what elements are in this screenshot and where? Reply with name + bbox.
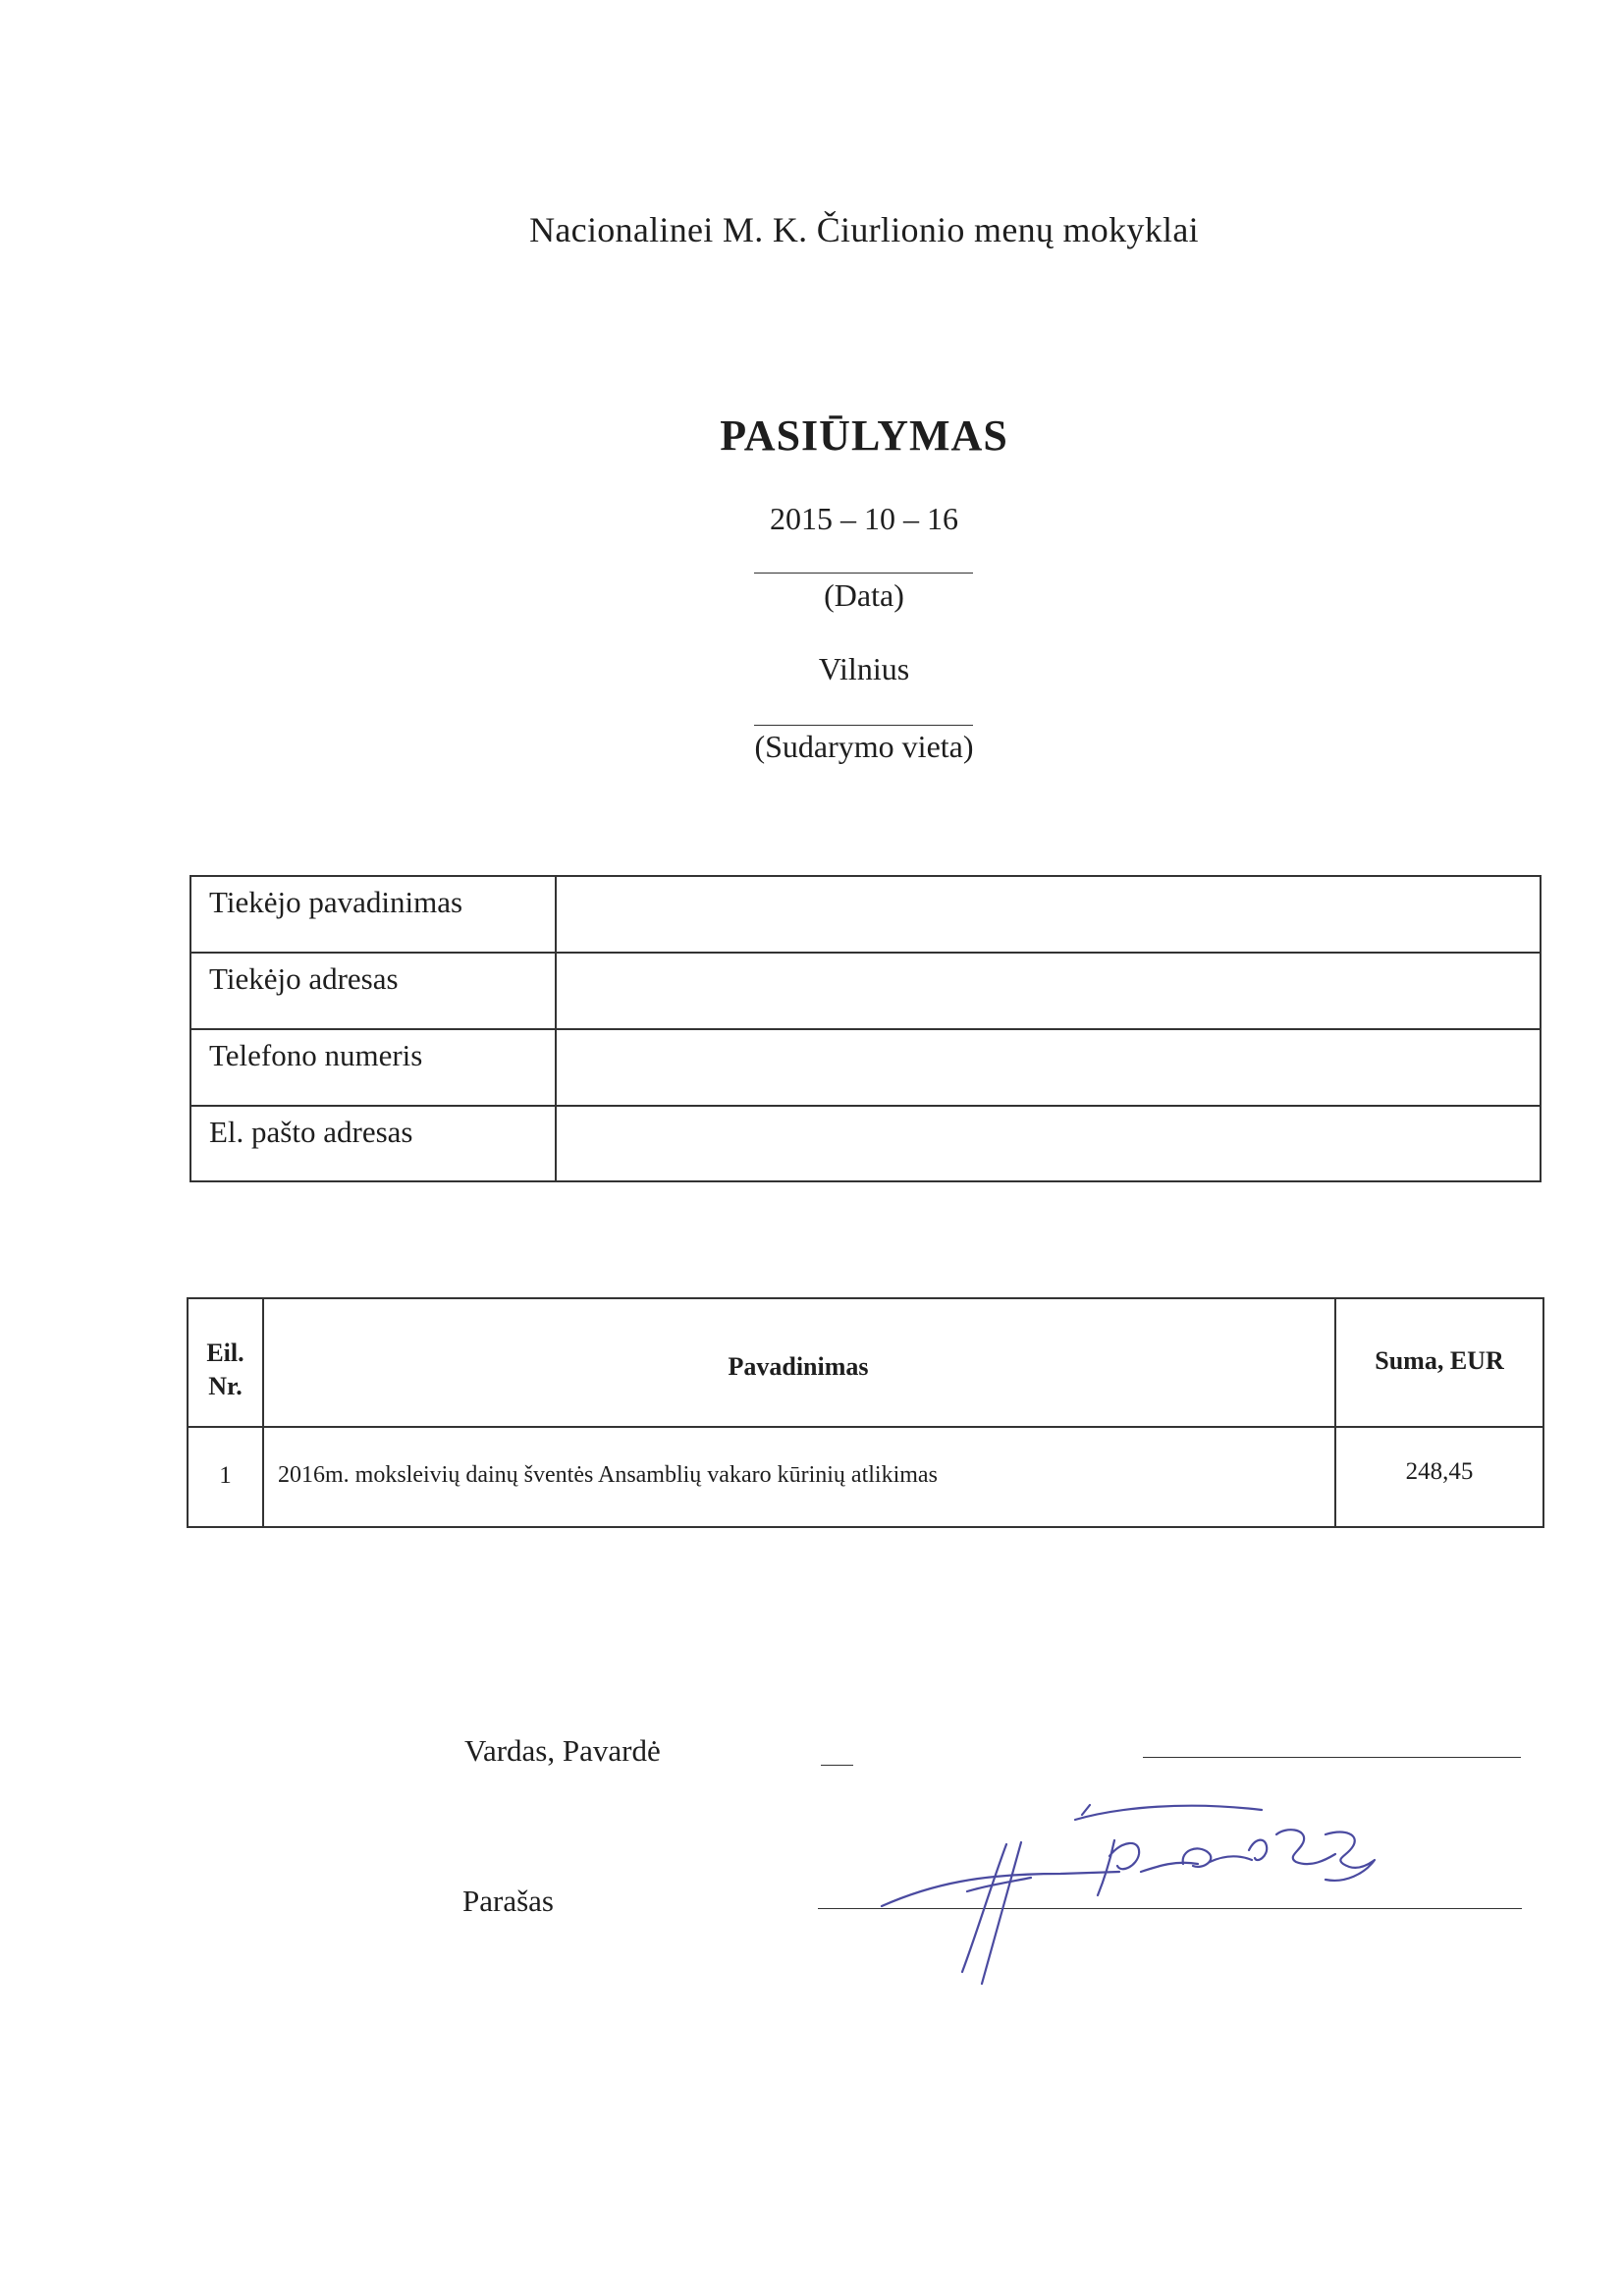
item-row-name: 2016m. moksleivių dainų šventės Ansamblių vakaro kūrinių atlikimas (278, 1462, 938, 1488)
supplier-row-email (191, 1107, 1540, 1182)
items-header-number-line1: Eil. (206, 1339, 244, 1367)
addressee-line: Nacionalinei M. K. Čiurlionio menų mokyklai (529, 210, 1199, 249)
supplier-name-label: Tiekėjo pavadinimas (209, 885, 463, 919)
supplier-address-label: Tiekėjo adresas (209, 961, 399, 996)
items-col-divider-2 (1334, 1299, 1336, 1526)
items-header-number (189, 1337, 262, 1403)
date-caption: (Data) (824, 577, 904, 613)
name-underline (1143, 1757, 1521, 1758)
place-underline (754, 725, 973, 726)
handwritten-signature (864, 1776, 1414, 2001)
item-row-number: 1 (219, 1462, 232, 1489)
name-dash (821, 1765, 853, 1766)
items-col-divider-1 (262, 1299, 264, 1526)
document-title: PASIŪLYMAS (720, 411, 1008, 460)
items-header-number-line2: Nr. (208, 1372, 243, 1400)
supplier-row-phone (191, 1030, 1540, 1107)
supplier-phone-label: Telefono numeris (209, 1038, 423, 1072)
signature-label: Parašas (462, 1884, 554, 1918)
supplier-row-address (191, 954, 1540, 1030)
date-underline (754, 573, 973, 574)
name-surname-label: Vardas, Pavardė (464, 1733, 661, 1768)
item-row-amount: 248,45 (1405, 1458, 1474, 1485)
date-value: 2015 – 10 – 16 (770, 501, 958, 536)
items-table (187, 1297, 1544, 1528)
place-caption: (Sudarymo vieta) (754, 729, 974, 764)
supplier-email-label: El. pašto adresas (209, 1115, 413, 1149)
items-header-amount: Suma, EUR (1375, 1346, 1504, 1375)
items-header-name: Pavadinimas (728, 1352, 869, 1381)
supplier-row-name (191, 877, 1540, 954)
place-value: Vilnius (818, 651, 910, 686)
supplier-info-table (189, 875, 1542, 1182)
items-header-divider (189, 1426, 1542, 1428)
